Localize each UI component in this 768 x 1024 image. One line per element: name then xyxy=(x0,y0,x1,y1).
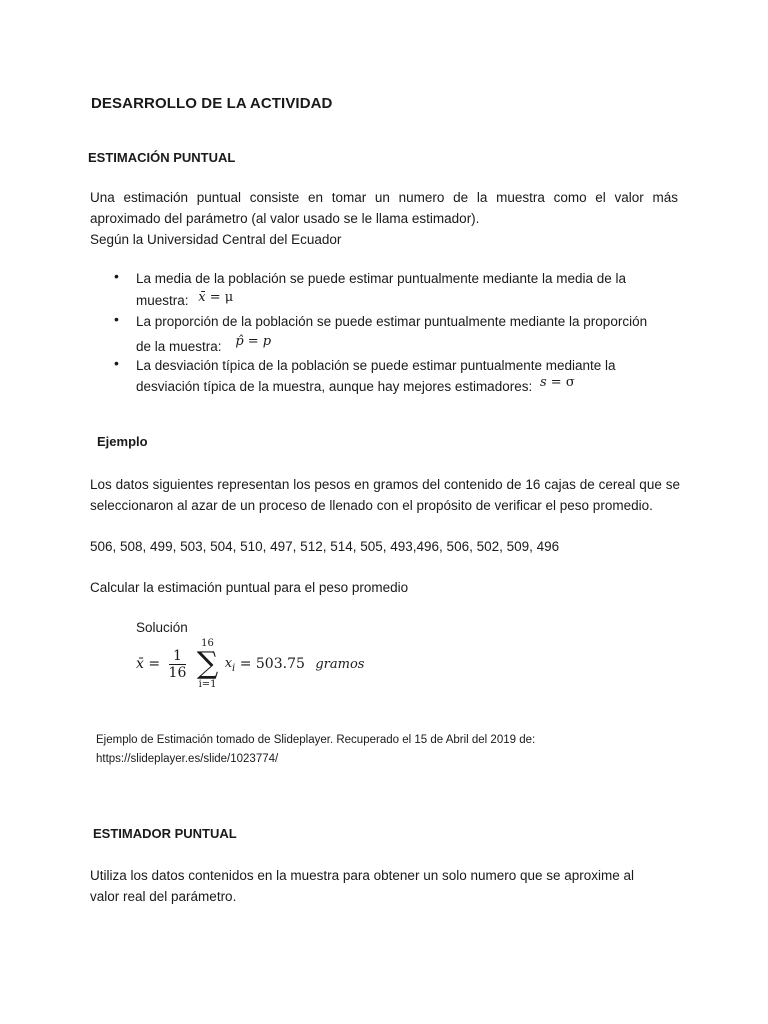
bullet-3-text: desviación típica de la muestra, aunque hay mejores estimadores: xyxy=(136,379,533,394)
summation xyxy=(197,638,218,690)
document-title: DESARROLLO DE LA ACTIVIDAD xyxy=(91,95,333,112)
bullet-1-text: muestra: xyxy=(136,293,189,308)
formula-term xyxy=(224,655,236,674)
bullet-2-text: de la muestra: xyxy=(136,339,222,354)
formula-mean-rhs: = μ xyxy=(205,290,234,305)
formula-xbar: x̄ xyxy=(136,656,144,672)
formula-proportion-rhs: = p xyxy=(243,334,272,349)
example-paragraph: Los datos siguientes representan los pesos en gramos del contenido de 16 cajas de cereal que se seleccionaron al azar de un proceso de llenado con el propósito de verificar el peso promedio. xyxy=(90,477,680,513)
example-heading: Ejemplo xyxy=(97,434,148,449)
bullet-1-line1: La media de la población se puede estimar puntualmente mediante la media de la xyxy=(136,271,627,286)
bullet-1-line2 xyxy=(136,290,233,312)
formula-value: 503.75 xyxy=(255,656,305,672)
solution-formula xyxy=(136,638,364,690)
term-x: x xyxy=(224,655,233,671)
section2-paragraph: Utiliza los datos contenidos en la muestra para obtener un solo numero que se aproxime al valor real del parámetro. xyxy=(90,868,635,904)
formula-mean-lhs: x̄ xyxy=(198,290,206,305)
citation-url[interactable]: https://slideplayer.es/slide/1023774/ xyxy=(96,753,279,765)
formula-mean xyxy=(198,289,233,304)
formula-fraction xyxy=(169,648,187,681)
bullet-2-line1: La proporción de la población se puede estimar puntualmente mediante la proporción xyxy=(136,314,648,329)
section1-paragraph: Una estimación puntual consiste en tomar un numero de la muestra como el valor más aproximado del parámetro (al valor usado se le llama estimador). xyxy=(90,190,678,226)
section-heading-estimador-puntual: ESTIMADOR PUNTUAL xyxy=(93,826,237,841)
fraction-numerator: 1 xyxy=(169,648,187,665)
formula-stddev-rhs: = σ xyxy=(546,375,575,390)
bullet-3-line1: La desviación típica de la población se puede estimar puntualmente mediante la xyxy=(136,358,616,373)
fraction-denominator: 16 xyxy=(168,664,187,681)
bullet-dot: • xyxy=(114,268,119,284)
sum-upper-limit: 16 xyxy=(201,638,214,649)
bullet-dot: • xyxy=(114,311,119,327)
formula-equals: = xyxy=(148,656,161,672)
source-line: Según la Universidad Central del Ecuador xyxy=(90,232,342,247)
formula-proportion-lhs: p̂ xyxy=(235,334,244,349)
sum-lower-limit: i=1 xyxy=(198,679,217,690)
bullet-dot: • xyxy=(114,355,119,371)
solution-label: Solución xyxy=(136,620,188,635)
formula-stddev xyxy=(540,374,575,389)
formula-proportion xyxy=(235,333,271,348)
data-values: 506, 508, 499, 503, 504, 510, 497, 512, 514, 505, 493,496, 506, 502, 509, 496 xyxy=(90,539,560,554)
sigma-symbol: ∑ xyxy=(196,646,219,681)
bullet-3-line2 xyxy=(136,376,575,398)
term-subscript: i xyxy=(232,662,236,674)
formula-unit: gramos xyxy=(315,656,365,672)
formula-stddev-lhs: s xyxy=(539,375,547,390)
citation-line-1: Ejemplo de Estimación tomado de Slideplayer. Recuperado el 15 de Abril del 2019 de: xyxy=(96,734,536,746)
formula-equals-2: = xyxy=(239,656,252,672)
example-question: Calcular la estimación puntual para el peso promedio xyxy=(90,580,409,595)
section-heading-estimacion-puntual: ESTIMACIÓN PUNTUAL xyxy=(88,150,236,165)
